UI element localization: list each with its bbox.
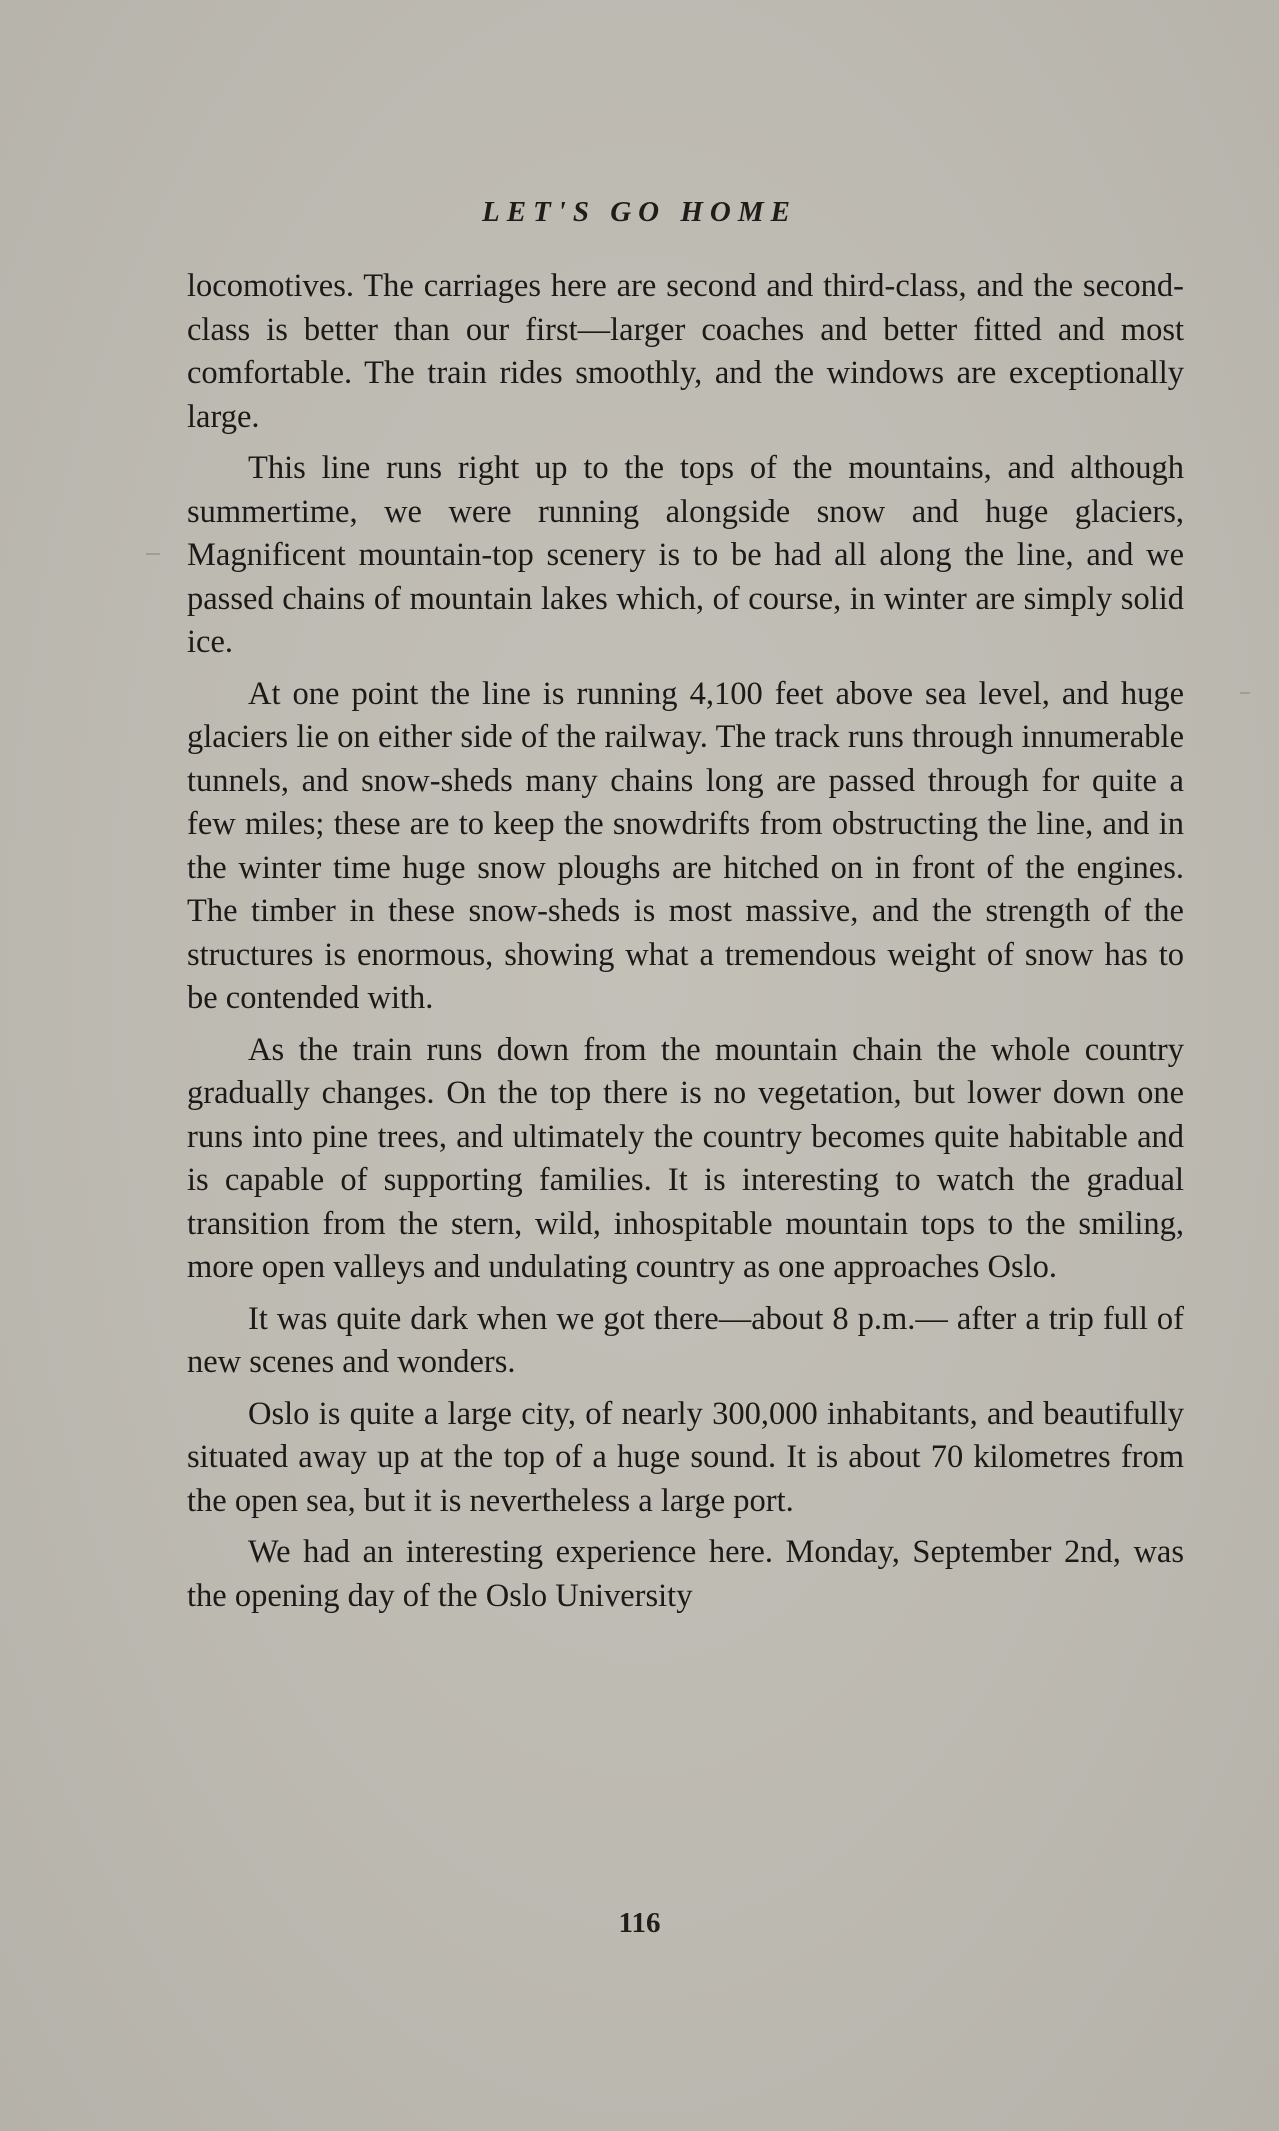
paragraph: We had an interesting experience here. Monday, September 2nd, was the opening day of the Oslo University <box>187 1534 1184 1614</box>
margin-mark-left <box>146 553 160 555</box>
paragraph: Oslo is quite a large city, of nearly 300,000 inhabitants, and beautifully situated away up at the top of a huge sound. It is about 70 kilometres from the open sea, but it is nevertheless a large port. <box>187 1395 1184 1519</box>
paragraph: At one point the line is running 4,100 feet above sea level, and huge glaciers lie on either side of the railway. The track runs through innumerable tunnels, and snow-sheds many chains long are passed through for quite a few miles; these are to keep the snowdrifts from obstructing the line, and in the winter time huge snow ploughs are hitched on in front of the engines. The timber in these snow-sheds is most massive, and the strength of the structures is enormous, showing what a tremendous weight of snow has to be contended with. <box>187 675 1184 1016</box>
page-number: 116 <box>618 1907 661 1939</box>
running-title: LET'S GO HOME <box>482 196 797 228</box>
paragraph: This line runs right up to the tops of the mountains, and although summertime, we were running alongside snow and huge glaciers, Magnificent mountain-top scenery is to be had all along the line, and we passed chains of mountain lakes which, of course, in winter are simply solid ice. <box>187 450 1184 660</box>
margin-mark-right <box>1240 692 1250 694</box>
body-text <box>187 265 1184 1626</box>
paragraph: It was quite dark when we got there—about 8 p.m.— after a trip full of new scenes and wonders. <box>187 1300 1184 1380</box>
paragraph: As the train runs down from the mountain chain the whole country gradually changes. On the top there is no vegetation, but lower down one runs into pine trees, and ultimately the country becomes quite habitable and is capable of supporting families. It is interesting to watch the gradual transition from the stern, wild, inhospitable mountain tops to the smiling, more open valleys and undulating country as one approaches Oslo. <box>187 1031 1184 1285</box>
paragraph-continued: locomotives. The carriages here are second and third-class, and the second-class is better than our first—larger coaches and better fitted and most comfortable. The train rides smoothly, and the windows are exceptionally large. <box>187 268 1184 435</box>
